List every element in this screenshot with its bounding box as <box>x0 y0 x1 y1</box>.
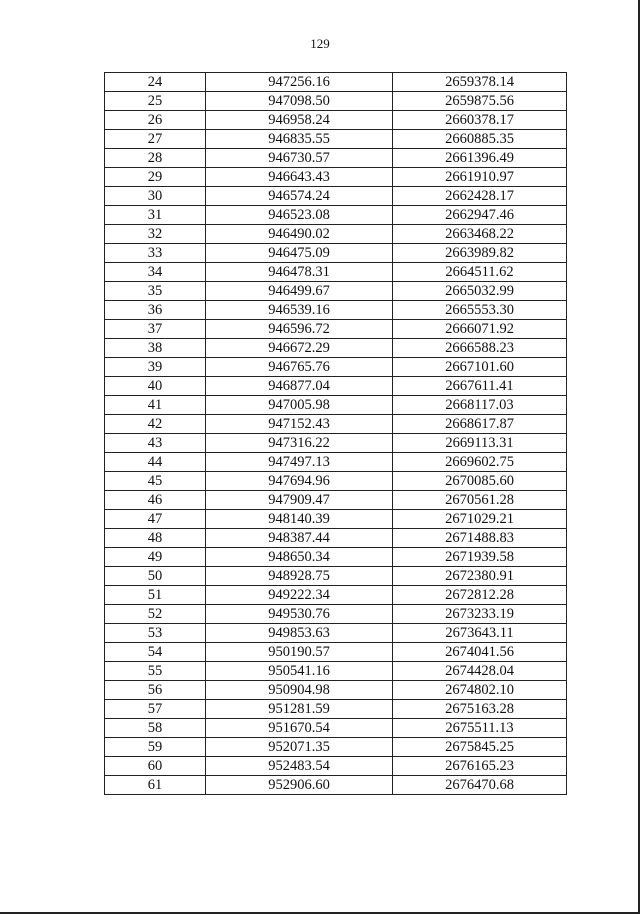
table-row <box>105 757 567 776</box>
point-number-cell: 32 <box>105 225 206 244</box>
table-row <box>105 662 567 681</box>
table-row <box>105 111 567 130</box>
table-row <box>105 776 567 795</box>
x-coordinate-cell: 950541.16 <box>206 662 393 681</box>
y-coordinate-cell: 2676470.68 <box>393 776 567 795</box>
y-coordinate-cell: 2665553.30 <box>393 301 567 320</box>
y-coordinate-cell: 2673643.11 <box>393 624 567 643</box>
point-number-cell: 46 <box>105 491 206 510</box>
point-number-cell: 48 <box>105 529 206 548</box>
x-coordinate-cell: 948387.44 <box>206 529 393 548</box>
point-number-cell: 37 <box>105 320 206 339</box>
y-coordinate-cell: 2669602.75 <box>393 453 567 472</box>
x-coordinate-cell: 946765.76 <box>206 358 393 377</box>
point-number-cell: 61 <box>105 776 206 795</box>
x-coordinate-cell: 948140.39 <box>206 510 393 529</box>
table-row <box>105 453 567 472</box>
y-coordinate-cell: 2663989.82 <box>393 244 567 263</box>
y-coordinate-cell: 2673233.19 <box>393 605 567 624</box>
point-number-cell: 57 <box>105 700 206 719</box>
y-coordinate-cell: 2675845.25 <box>393 738 567 757</box>
x-coordinate-cell: 952071.35 <box>206 738 393 757</box>
point-number-cell: 38 <box>105 339 206 358</box>
point-number-cell: 49 <box>105 548 206 567</box>
table-row <box>105 301 567 320</box>
point-number-cell: 31 <box>105 206 206 225</box>
y-coordinate-cell: 2669113.31 <box>393 434 567 453</box>
table-row <box>105 149 567 168</box>
table-row <box>105 719 567 738</box>
y-coordinate-cell: 2674428.04 <box>393 662 567 681</box>
coordinate-table <box>104 72 567 795</box>
y-coordinate-cell: 2672380.91 <box>393 567 567 586</box>
point-number-cell: 30 <box>105 187 206 206</box>
table-row <box>105 605 567 624</box>
y-coordinate-cell: 2660885.35 <box>393 130 567 149</box>
point-number-cell: 41 <box>105 396 206 415</box>
x-coordinate-cell: 947005.98 <box>206 396 393 415</box>
x-coordinate-cell: 947098.50 <box>206 92 393 111</box>
x-coordinate-cell: 951281.59 <box>206 700 393 719</box>
point-number-cell: 43 <box>105 434 206 453</box>
x-coordinate-cell: 952906.60 <box>206 776 393 795</box>
y-coordinate-cell: 2668117.03 <box>393 396 567 415</box>
x-coordinate-cell: 946958.24 <box>206 111 393 130</box>
x-coordinate-cell: 946877.04 <box>206 377 393 396</box>
x-coordinate-cell: 947497.13 <box>206 453 393 472</box>
y-coordinate-cell: 2675511.13 <box>393 719 567 738</box>
x-coordinate-cell: 947316.22 <box>206 434 393 453</box>
y-coordinate-cell: 2672812.28 <box>393 586 567 605</box>
point-number-cell: 45 <box>105 472 206 491</box>
table-row <box>105 586 567 605</box>
x-coordinate-cell: 946475.09 <box>206 244 393 263</box>
x-coordinate-cell: 946499.67 <box>206 282 393 301</box>
x-coordinate-cell: 946490.02 <box>206 225 393 244</box>
x-coordinate-cell: 946478.31 <box>206 263 393 282</box>
table-row <box>105 168 567 187</box>
point-number-cell: 44 <box>105 453 206 472</box>
x-coordinate-cell: 949222.34 <box>206 586 393 605</box>
y-coordinate-cell: 2659875.56 <box>393 92 567 111</box>
table-row <box>105 548 567 567</box>
y-coordinate-cell: 2663468.22 <box>393 225 567 244</box>
point-number-cell: 60 <box>105 757 206 776</box>
x-coordinate-cell: 946835.55 <box>206 130 393 149</box>
x-coordinate-cell: 951670.54 <box>206 719 393 738</box>
x-coordinate-cell: 948928.75 <box>206 567 393 586</box>
point-number-cell: 55 <box>105 662 206 681</box>
x-coordinate-cell: 946574.24 <box>206 187 393 206</box>
x-coordinate-cell: 947694.96 <box>206 472 393 491</box>
table-row <box>105 434 567 453</box>
point-number-cell: 50 <box>105 567 206 586</box>
x-coordinate-cell: 947152.43 <box>206 415 393 434</box>
point-number-cell: 58 <box>105 719 206 738</box>
point-number-cell: 59 <box>105 738 206 757</box>
table-row <box>105 206 567 225</box>
point-number-cell: 33 <box>105 244 206 263</box>
table-row <box>105 130 567 149</box>
point-number-cell: 47 <box>105 510 206 529</box>
y-coordinate-cell: 2675163.28 <box>393 700 567 719</box>
table-row <box>105 73 567 92</box>
y-coordinate-cell: 2670561.28 <box>393 491 567 510</box>
x-coordinate-cell: 946672.29 <box>206 339 393 358</box>
table-row <box>105 339 567 358</box>
y-coordinate-cell: 2666071.92 <box>393 320 567 339</box>
y-coordinate-cell: 2671488.83 <box>393 529 567 548</box>
point-number-cell: 25 <box>105 92 206 111</box>
point-number-cell: 53 <box>105 624 206 643</box>
y-coordinate-cell: 2670085.60 <box>393 472 567 491</box>
point-number-cell: 40 <box>105 377 206 396</box>
point-number-cell: 27 <box>105 130 206 149</box>
y-coordinate-cell: 2662428.17 <box>393 187 567 206</box>
x-coordinate-cell: 950904.98 <box>206 681 393 700</box>
table-row <box>105 415 567 434</box>
table-row <box>105 624 567 643</box>
point-number-cell: 28 <box>105 149 206 168</box>
table-row <box>105 244 567 263</box>
x-coordinate-cell: 950190.57 <box>206 643 393 662</box>
x-coordinate-cell: 946596.72 <box>206 320 393 339</box>
coordinate-table-body <box>105 73 567 795</box>
table-row <box>105 320 567 339</box>
table-row <box>105 643 567 662</box>
x-coordinate-cell: 948650.34 <box>206 548 393 567</box>
table-row <box>105 472 567 491</box>
point-number-cell: 29 <box>105 168 206 187</box>
y-coordinate-cell: 2667611.41 <box>393 377 567 396</box>
table-row <box>105 529 567 548</box>
table-row <box>105 700 567 719</box>
x-coordinate-cell: 949530.76 <box>206 605 393 624</box>
y-coordinate-cell: 2660378.17 <box>393 111 567 130</box>
table-row <box>105 263 567 282</box>
table-row <box>105 567 567 586</box>
point-number-cell: 54 <box>105 643 206 662</box>
x-coordinate-cell: 952483.54 <box>206 757 393 776</box>
y-coordinate-cell: 2668617.87 <box>393 415 567 434</box>
page-number: 129 <box>310 36 330 51</box>
point-number-cell: 56 <box>105 681 206 700</box>
y-coordinate-cell: 2671939.58 <box>393 548 567 567</box>
y-coordinate-cell: 2676165.23 <box>393 757 567 776</box>
y-coordinate-cell: 2674802.10 <box>393 681 567 700</box>
x-coordinate-cell: 946539.16 <box>206 301 393 320</box>
x-coordinate-cell: 947909.47 <box>206 491 393 510</box>
point-number-cell: 36 <box>105 301 206 320</box>
x-coordinate-cell: 946523.08 <box>206 206 393 225</box>
y-coordinate-cell: 2659378.14 <box>393 73 567 92</box>
table-row <box>105 491 567 510</box>
table-row <box>105 681 567 700</box>
point-number-cell: 51 <box>105 586 206 605</box>
y-coordinate-cell: 2671029.21 <box>393 510 567 529</box>
table-row <box>105 358 567 377</box>
point-number-cell: 26 <box>105 111 206 130</box>
x-coordinate-cell: 949853.63 <box>206 624 393 643</box>
y-coordinate-cell: 2662947.46 <box>393 206 567 225</box>
y-coordinate-cell: 2674041.56 <box>393 643 567 662</box>
point-number-cell: 34 <box>105 263 206 282</box>
y-coordinate-cell: 2661396.49 <box>393 149 567 168</box>
table-row <box>105 377 567 396</box>
table-row <box>105 738 567 757</box>
table-row <box>105 510 567 529</box>
table-row <box>105 187 567 206</box>
y-coordinate-cell: 2665032.99 <box>393 282 567 301</box>
y-coordinate-cell: 2664511.62 <box>393 263 567 282</box>
y-coordinate-cell: 2661910.97 <box>393 168 567 187</box>
point-number-cell: 39 <box>105 358 206 377</box>
y-coordinate-cell: 2666588.23 <box>393 339 567 358</box>
table-row <box>105 92 567 111</box>
table-row <box>105 225 567 244</box>
y-coordinate-cell: 2667101.60 <box>393 358 567 377</box>
point-number-cell: 35 <box>105 282 206 301</box>
x-coordinate-cell: 947256.16 <box>206 73 393 92</box>
table-row <box>105 282 567 301</box>
point-number-cell: 24 <box>105 73 206 92</box>
point-number-cell: 52 <box>105 605 206 624</box>
table-row <box>105 396 567 415</box>
x-coordinate-cell: 946730.57 <box>206 149 393 168</box>
point-number-cell: 42 <box>105 415 206 434</box>
x-coordinate-cell: 946643.43 <box>206 168 393 187</box>
